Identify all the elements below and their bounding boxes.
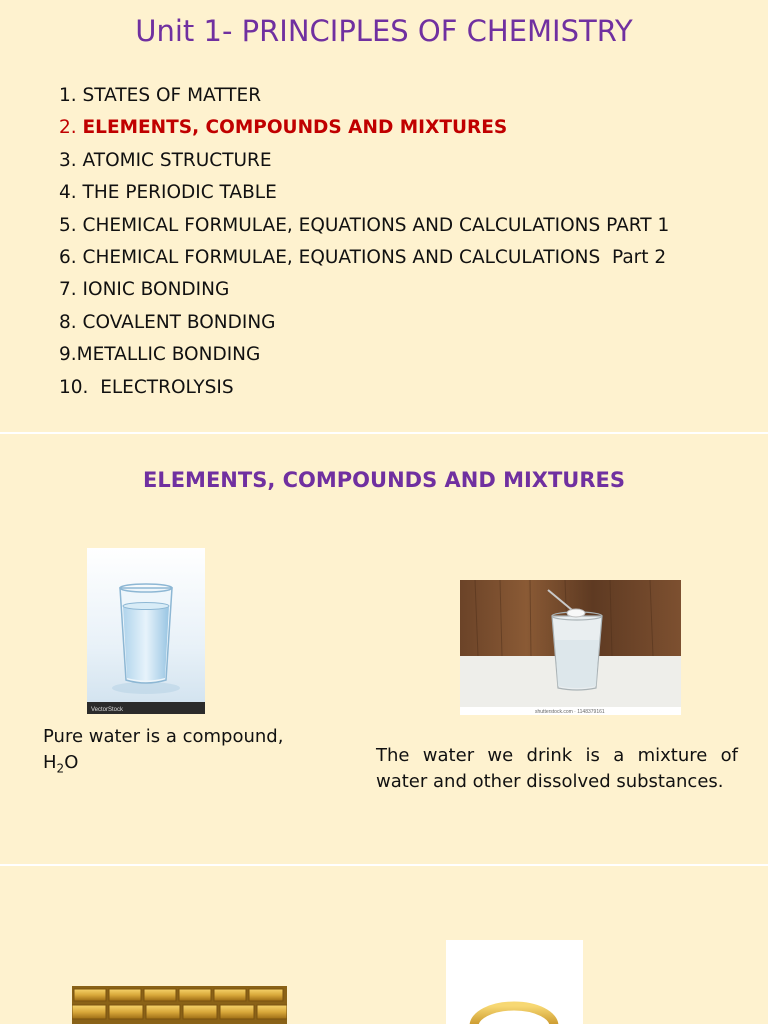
contents-item-active — [59, 112, 669, 144]
item-label: METALLIC BONDING — [76, 344, 261, 366]
glass-of-water-image — [87, 548, 205, 714]
caption-drinking-water — [376, 743, 738, 795]
formula-h: H — [43, 752, 57, 773]
gold-ring-image — [446, 940, 583, 1024]
item-label: THE PERIODIC TABLE — [82, 182, 277, 204]
contents-list — [59, 80, 669, 404]
contents-item — [59, 145, 669, 177]
slide-3 — [0, 866, 768, 1024]
item-number: 9. — [59, 344, 77, 366]
item-number: 8. — [59, 311, 83, 333]
item-label: CHEMICAL FORMULAE, EQUATIONS AND CALCULATIONS Part 2 — [82, 247, 667, 269]
contents-item — [59, 274, 669, 306]
item-label: ELECTROLYSIS — [100, 376, 234, 398]
caption-pure-water — [43, 724, 313, 782]
item-label: COVALENT BONDING — [82, 311, 276, 333]
item-number: 2. — [59, 117, 83, 139]
item-label: ATOMIC STRUCTURE — [82, 149, 272, 171]
contents-item — [59, 307, 669, 339]
contents-item — [59, 372, 669, 404]
item-number: 1. — [59, 85, 83, 106]
contents-item — [59, 210, 669, 242]
item-label: IONIC BONDING — [82, 279, 230, 301]
caption-text: Pure water is a compound, — [43, 726, 284, 747]
slide-title: ELEMENTS, COMPOUNDS AND MIXTURES — [142, 468, 625, 492]
glass-with-spoon-image — [460, 580, 681, 715]
item-label: CHEMICAL FORMULAE, EQUATIONS AND CALCULATIONS PART 1 — [82, 214, 670, 236]
item-label: ELEMENTS, COMPOUNDS AND MIXTURES — [82, 117, 508, 139]
contents-item — [59, 242, 669, 274]
item-number: 10. — [59, 376, 101, 398]
formula-subscript: 2 — [56, 761, 65, 776]
item-number: 6. — [59, 247, 83, 269]
gold-ring-photo — [446, 940, 583, 1024]
formula-o: O — [64, 752, 79, 773]
caption-text: The water we drink is a mixture of — [376, 745, 738, 766]
slide-title: Unit 1- PRINCIPLES OF CHEMISTRY — [135, 14, 633, 48]
item-label: STATES OF MATTER — [82, 85, 262, 106]
item-number: 3. — [59, 149, 83, 171]
item-number: 4. — [59, 182, 83, 204]
watermark-text: shutterstock.com · 1148379161 — [535, 709, 605, 715]
watermark-text: VectorStock — [91, 707, 124, 713]
gold-bars-image — [72, 986, 287, 1024]
caption-text: water and other dissolved substances. — [376, 771, 724, 792]
contents-item — [59, 177, 669, 209]
slide-2 — [0, 434, 768, 864]
item-number: 5. — [59, 214, 83, 236]
item-number: 7. — [59, 279, 83, 301]
glass-spoon-photo — [460, 580, 681, 715]
contents-item — [59, 80, 669, 112]
gold-bars-photo — [72, 986, 287, 1024]
slide-1 — [0, 0, 768, 432]
contents-item — [59, 339, 669, 371]
water-glass-illustration — [87, 548, 205, 714]
